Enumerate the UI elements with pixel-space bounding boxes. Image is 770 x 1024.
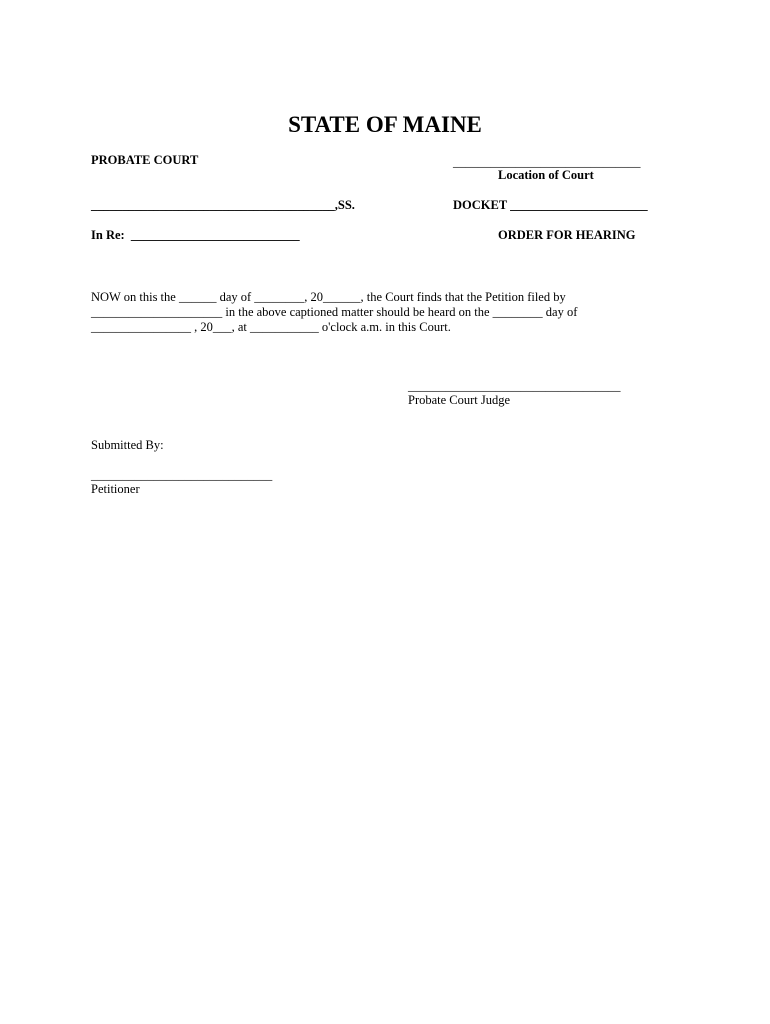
judge-signature-blank: __________________________________ [408, 379, 621, 393]
page-title: STATE OF MAINE [288, 112, 482, 137]
submitted-by-label: Submitted By: [91, 438, 164, 452]
body-line-2: _____________________ in the above captioned matter should be heard on the ________ day of [91, 305, 578, 319]
judge-label: Probate Court Judge [408, 393, 511, 407]
petitioner-signature-blank: _____________________________ [91, 468, 273, 482]
order-title: ORDER FOR HEARING [498, 228, 636, 242]
body-line-3: ________________ , 20___, at ___________ o'clock a.m. in this Court. [91, 320, 451, 334]
petitioner-label: Petitioner [91, 482, 140, 496]
location-label: Location of Court [498, 168, 594, 182]
location-blank: ______________________________ [453, 155, 641, 169]
docket-line: DOCKET ______________________ [453, 198, 648, 212]
in-re-line: In Re: ___________________________ [91, 228, 300, 242]
county-line: _______________________________________,SS. [91, 198, 355, 212]
body-line-1: NOW on this the ______ day of ________, 20______, the Court finds that the Petition filed by [91, 290, 566, 304]
court-name: PROBATE COURT [91, 153, 199, 167]
